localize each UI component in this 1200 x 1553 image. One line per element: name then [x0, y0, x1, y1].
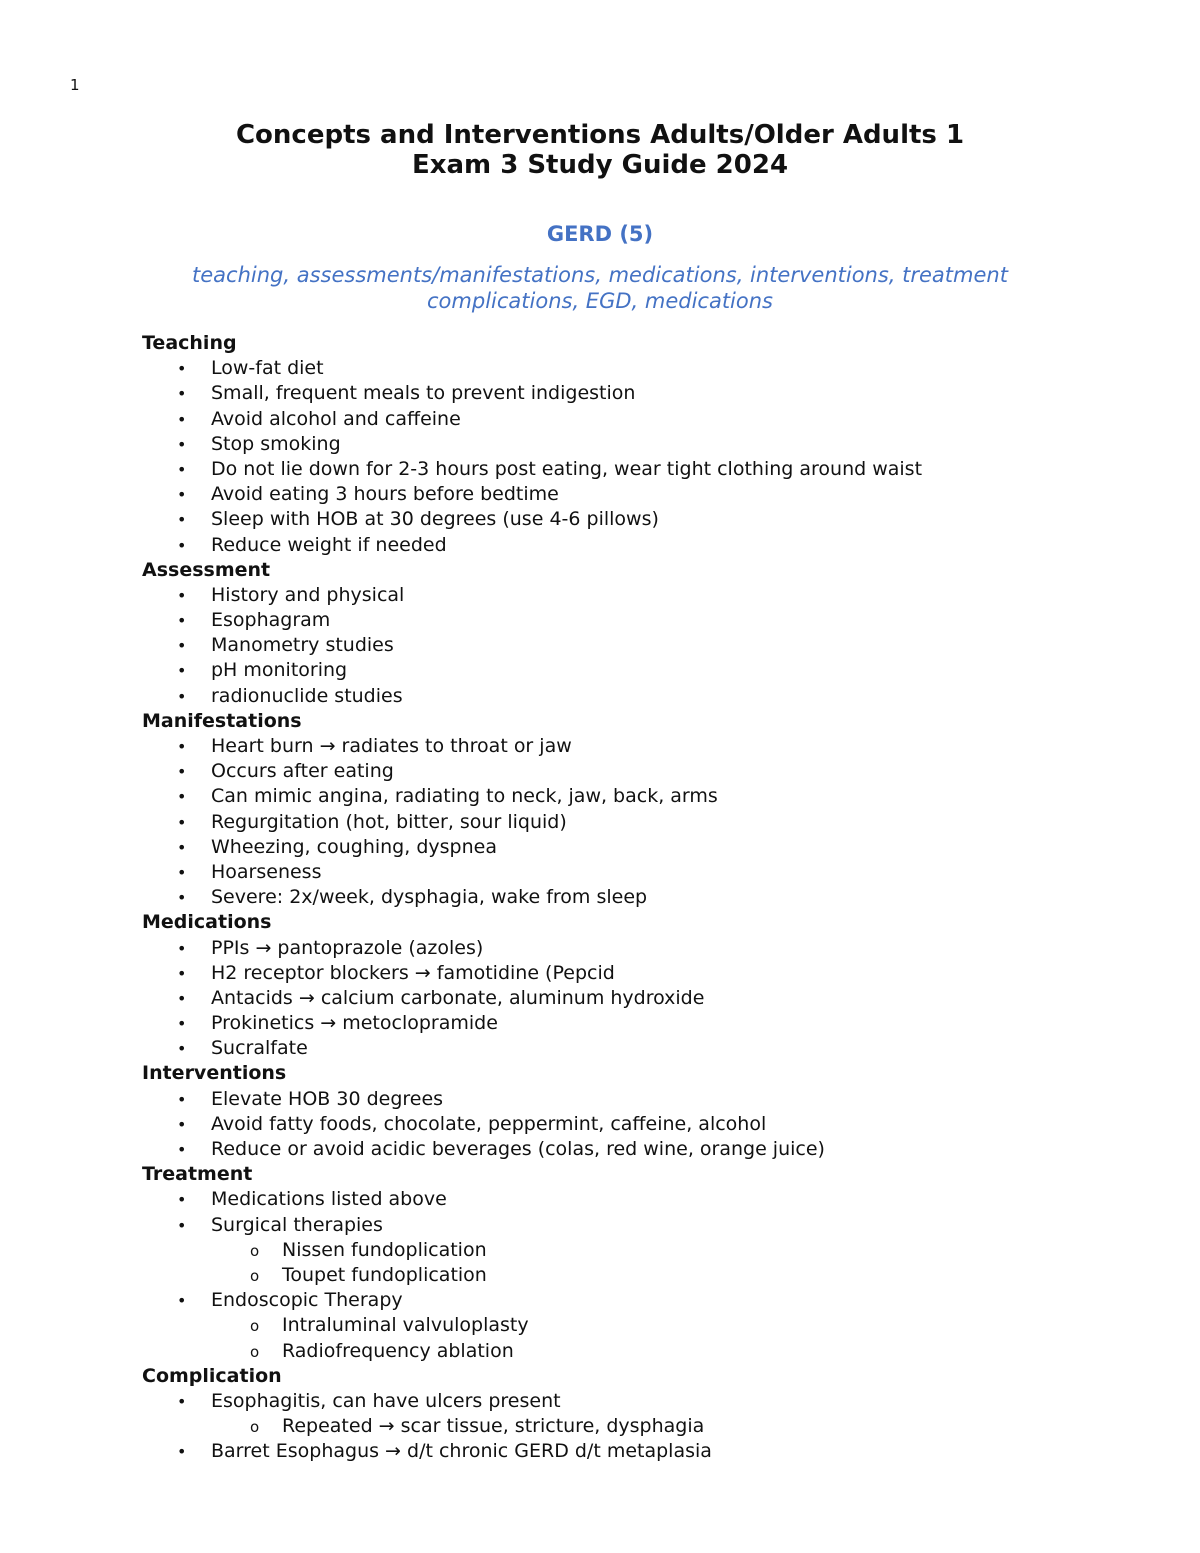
list-item: • Wheezing, coughing, dyspnea: [142, 835, 1142, 860]
bullet-marker: •: [177, 1190, 187, 1210]
manifestations-heading: Manifestations: [142, 709, 302, 732]
list-item: • Hoarseness: [142, 860, 1142, 885]
bullet-marker: •: [177, 661, 187, 681]
bullet-marker: •: [177, 359, 187, 379]
bullet-marker: •: [177, 1140, 187, 1159]
list-item: • Avoid fatty foods, chocolate, peppermint, caffeine, alcohol: [142, 1112, 1142, 1137]
list-item: • Endoscopic Therapy: [142, 1288, 1142, 1313]
list-item: • Severe: 2x/week, dysphagia, wake from sleep: [142, 885, 1142, 910]
study-guide-content: [142, 331, 1142, 1464]
sub-bullet-marker: o: [250, 1342, 260, 1361]
list-item: • Manometry studies: [142, 633, 1142, 658]
list-item: • Prokinetics → metoclopramide: [142, 1011, 1142, 1036]
title-line-2: Exam 3 Study Guide 2024: [411, 150, 789, 180]
bullet-marker: •: [177, 510, 187, 530]
list-item: • History and physical: [142, 583, 1142, 608]
bullet-marker: •: [177, 686, 187, 706]
list-item: • H2 receptor blockers → famotidine (Pepcid: [142, 961, 1142, 986]
bullet-marker: •: [177, 787, 187, 807]
page-number: 1: [70, 76, 80, 94]
list-item: • Avoid eating 3 hours before bedtime: [142, 482, 1142, 507]
bullet-marker: •: [177, 1442, 187, 1462]
list-item: • Antacids → calcium carbonate, aluminum hydroxide: [142, 986, 1142, 1011]
bullet-marker: •: [177, 585, 187, 605]
sub-list-item: o Nissen fundoplication: [142, 1238, 1142, 1263]
teaching-heading: Teaching: [142, 332, 237, 354]
list-item: • Medications listed above: [142, 1187, 1142, 1212]
list-item: • Sleep with HOB at 30 degrees (use 4-6 pillows): [142, 507, 1142, 532]
document-title: [0, 120, 1200, 180]
title-line-1: Concepts and Interventions Adults/Older Adults 1: [235, 120, 965, 150]
bullet-marker: •: [177, 1089, 187, 1109]
sub-list-item: o Toupet fundoplication: [142, 1263, 1142, 1288]
medications-heading: Medications: [142, 911, 272, 934]
list-item: • Barret Esophagus → d/t chronic GERD d/t metaplasia: [142, 1439, 1142, 1464]
bullet-marker: •: [177, 762, 187, 782]
list-item: • Heart burn → radiates to throat or jaw: [142, 734, 1142, 759]
list-item: • Sucralfate: [142, 1036, 1142, 1061]
sub-bullet-marker: o: [250, 1241, 260, 1260]
list-item: • Do not lie down for 2-3 hours post eating, wear tight clothing around waist: [142, 457, 1142, 482]
bullet-marker: •: [177, 434, 187, 454]
section-title: GERD (5): [546, 222, 654, 246]
bullet-marker: •: [177, 384, 187, 404]
list-item: • Low-fat diet: [142, 356, 1142, 381]
bullet-marker: •: [177, 888, 187, 908]
list-item: • Small, frequent meals to prevent indigestion: [142, 381, 1142, 406]
list-item: • Regurgitation (hot, bitter, sour liquid): [142, 810, 1142, 835]
sub-list-item: o Intraluminal valvuloplasty: [142, 1313, 1142, 1338]
bullet-marker: •: [177, 938, 187, 958]
list-item: • radionuclide studies: [142, 684, 1142, 709]
bullet-marker: •: [177, 862, 187, 882]
list-item: • Occurs after eating: [142, 759, 1142, 784]
list-item: • Surgical therapies: [142, 1213, 1142, 1238]
list-item: • Avoid alcohol and caffeine: [142, 407, 1142, 432]
section-topics: [0, 262, 1200, 314]
list-item: • PPIs → pantoprazole (azoles): [142, 936, 1142, 961]
sub-list-item: o Repeated → scar tissue, stricture, dysphagia: [142, 1414, 1142, 1439]
bullet-marker: •: [177, 837, 187, 857]
bullet-marker: •: [177, 611, 187, 631]
bullet-marker: •: [177, 636, 187, 656]
bullet-marker: •: [177, 812, 187, 832]
list-item: • Elevate HOB 30 degrees: [142, 1087, 1142, 1112]
bullet-marker: •: [177, 535, 187, 555]
list-item: • Can mimic angina, radiating to neck, jaw, back, arms: [142, 784, 1142, 809]
list-item: • pH monitoring: [142, 658, 1142, 683]
bullet-marker: •: [177, 1039, 187, 1059]
treatment-heading: Treatment: [142, 1163, 253, 1186]
sub-bullet-marker: o: [250, 1317, 260, 1336]
bullet-marker: •: [177, 988, 187, 1008]
bullet-marker: •: [177, 1014, 187, 1034]
list-item: • Esophagitis, can have ulcers present: [142, 1389, 1142, 1414]
bullet-marker: •: [177, 1291, 187, 1311]
bullet-marker: •: [177, 963, 187, 983]
sub-bullet-marker: o: [250, 1266, 260, 1285]
interventions-heading: Interventions: [142, 1062, 287, 1085]
bullet-marker: •: [177, 1114, 187, 1134]
sub-list-item: o Radiofrequency ablation: [142, 1339, 1142, 1364]
bullet-marker: •: [177, 737, 187, 756]
bullet-marker: •: [177, 485, 187, 505]
complication-heading: Complication: [142, 1364, 282, 1387]
sub-bullet-marker: o: [250, 1418, 260, 1437]
assessment-heading: Assessment: [142, 558, 271, 581]
bullet-marker: •: [177, 1215, 187, 1235]
topics-line-2: complications, EGD, medications: [427, 289, 773, 313]
bullet-marker: •: [177, 409, 187, 429]
list-item: • Reduce weight if needed: [142, 533, 1142, 558]
list-item: • Stop smoking: [142, 432, 1142, 457]
list-item: • Esophagram: [142, 608, 1142, 633]
list-item: • Reduce or avoid acidic beverages (colas, red wine, orange juice): [142, 1137, 1142, 1162]
bullet-marker: •: [177, 459, 187, 479]
topics-line-1: teaching, assessments/manifestations, medications, interventions, treatment: [192, 263, 1008, 287]
bullet-marker: •: [177, 1391, 187, 1411]
